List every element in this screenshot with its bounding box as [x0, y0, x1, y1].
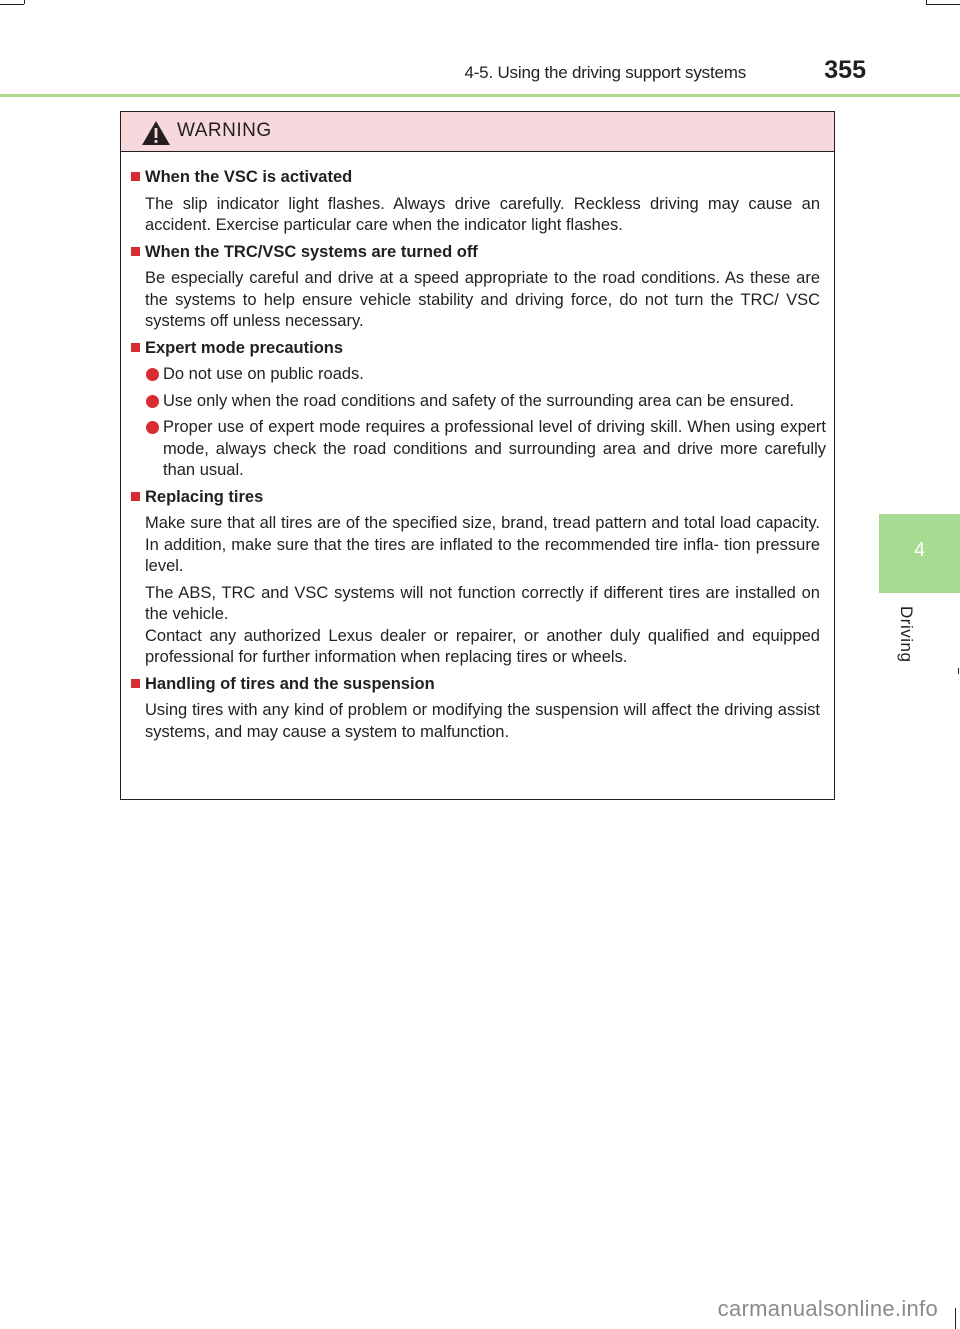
chapter-tab: 4	[879, 514, 960, 593]
red-square-icon	[131, 492, 140, 501]
paragraph: The slip indicator light flashes. Always drive carefully. Reckless driving may cause an accident. Exercise particular care when the indicator light flashes.	[145, 194, 820, 234]
section-heading: Handling of tires and the suspension	[131, 674, 826, 696]
warning-title: WARNING	[177, 120, 272, 141]
red-dot-icon	[146, 368, 159, 381]
red-dot-icon	[146, 395, 159, 408]
warning-triangle-icon	[141, 120, 171, 146]
warning-body	[121, 152, 834, 743]
paragraph: Make sure that all tires are of the specified size, brand, tread pattern and total load capacity. In addition, make sure that the tires are inflated to the recommended tire infla- tion pressure level.	[145, 514, 820, 575]
paragraph: Using tires with any kind of problem or modifying the suspension will affect the driving assist systems, and may cause a system to malfunction.	[145, 701, 820, 741]
bullet-item: Proper use of expert mode requires a professional level of driving skill. When using expert mode, always check the road conditions and surrounding area and drive more carefully than usual.	[131, 417, 826, 482]
red-dot-icon	[146, 421, 159, 434]
red-square-icon	[131, 679, 140, 688]
warning-box	[120, 111, 835, 800]
section-title: 4-5. Using the driving support systems	[464, 63, 746, 82]
chapter-label: Driving	[897, 606, 916, 663]
crop-mark	[955, 1308, 956, 1329]
paragraph: Be especially careful and drive at a speed appropriate to the road conditions. As these are the systems to help ensure vehicle stability and driving force, do not turn the TRC/ VSC systems off unless necessary.	[145, 269, 820, 330]
crop-mark	[958, 668, 959, 674]
warning-header	[121, 112, 834, 152]
section-heading: Expert mode precautions	[131, 338, 826, 360]
bullet-item: Use only when the road conditions and safety of the surrounding area can be ensured.	[131, 391, 826, 413]
header-rule	[0, 94, 960, 97]
page-number: 355	[824, 56, 866, 84]
section-heading: Replacing tires	[131, 487, 826, 509]
bullet-item: Do not use on public roads.	[131, 364, 826, 386]
red-square-icon	[131, 343, 140, 352]
paragraph: Contact any authorized Lexus dealer or repairer, or another duly qualified and equipped professional for further information when replacing tires or wheels.	[145, 626, 820, 666]
paragraph: The ABS, TRC and VSC systems will not function correctly if different tires are installed on the vehicle.	[145, 583, 820, 623]
section-heading: When the VSC is activated	[131, 167, 826, 189]
red-square-icon	[131, 247, 140, 256]
page-header	[0, 0, 960, 96]
watermark: carmanualsonline.info	[717, 1296, 938, 1321]
red-square-icon	[131, 172, 140, 181]
section-heading: When the TRC/VSC systems are turned off	[131, 242, 826, 264]
